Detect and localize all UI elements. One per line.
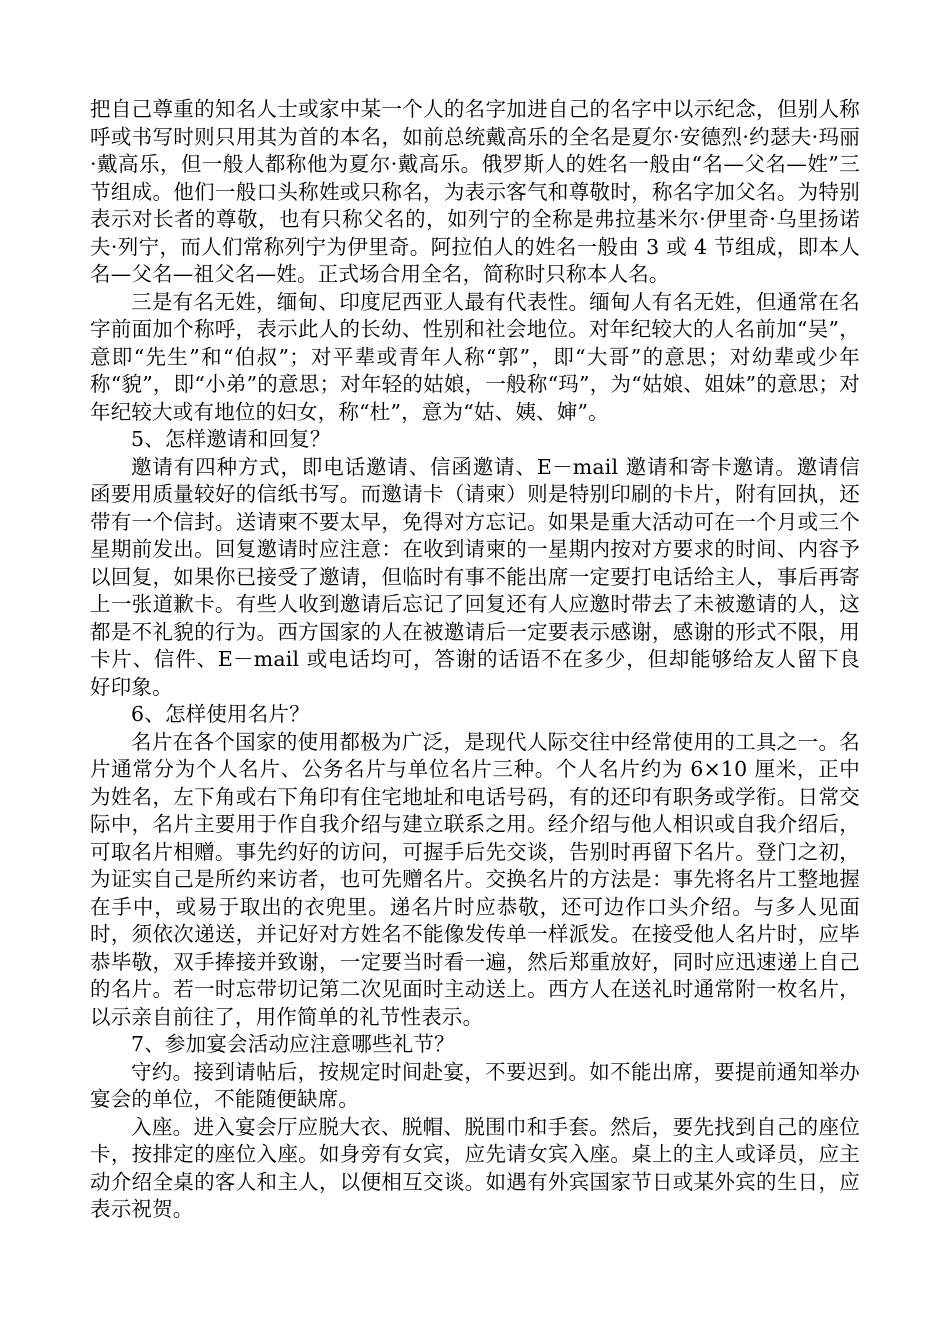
paragraph-name-without-surname: 三是有名无姓，缅甸、印度尼西亚人最有代表性。缅甸人有名无姓，但通常在名字前面加个称呼，表示此人的长幼、性别和社会地位。对年纪较大的人名前加“吴”，意即“先生”和“伯叔”；对平辈或青年人称“郭”，即“大哥”的意思；对幼辈或少年称“貌”，即“小弟”的意思；对年轻的姑娘，一般称“玛”，为“姑娘、姐妹”的意思；对年纪较大或有地位的妇女，称“杜”，意为“姑、姨、婶”。 (90, 289, 860, 424)
document-body (90, 96, 860, 1224)
paragraph-invitation: 邀请有四种方式，即电话邀请、信函邀请、E－mail 邀请和寄卡邀请。邀请信函要用质量较好的信纸书写。而邀请卡（请柬）则是特别印刷的卡片，附有回执，还带有一个信封。送请柬不要太早，免得对方忘记。如果是重大活动可在一个月或三个星期前发出。回复邀请时应注意：在收到请柬的一星期内按对方要求的时间、内容予以回复，如果你已接受了邀请，但临时有事不能出席一定要打电话给主人，事后再寄上一张道歉卡。有些人收到邀请后忘记了回复还有人应邀时带去了未被邀请的人，这都是不礼貌的行为。西方国家的人在被邀请后一定要表示感谢，感谢的形式不限，用卡片、信件、E－mail 或电话均可，答谢的话语不在多少，但却能够给友人留下良好印象。 (90, 454, 860, 699)
section-heading-business-card: 6、怎样使用名片？ (131, 702, 310, 726)
paragraph-business-card: 名片在各个国家的使用都极为广泛，是现代人际交往中经常使用的工具之一。名片通常分为个人名片、公务名片与单位名片三种。个人名片约为 6×10 厘米，正中为姓名，左下角或右下角印有住宅地址和电话号码，有的还印有职务或学衔。日常交际中，名片主要用于作自我介绍与建立联系之用。经介绍与他人相识或自我介绍后，可取名片相赠。事先约好的访问，可握手后先交谈，告别时再留下名片。登门之初，为证实自己是所约来访者，也可先赠名片。交换名片的方法是：事先将名片工整地握在手中，或易于取出的衣兜里。递名片时应恭敬，还可边作口头介绍。与多人见面时，须依次递送，并记好对方姓名不能像发传单一样派发。在接受他人名片时，应毕恭毕敬，双手捧接并致谢，一定要当时看一遍，然后郑重放好，同时应迅速递上自己的名片。若一时忘带切记第二次见面时主动送上。西方人在送礼时通常附一枚名片，以示亲自前往了，用作简单的礼节性表示。 (90, 729, 860, 1029)
section-heading-banquet: 7、参加宴会活动应注意哪些礼节？ (131, 1032, 455, 1056)
paragraph-punctuality: 守约。接到请帖后，按规定时间赴宴，不要迟到。如不能出席，要提前通知举办宴会的单位，不能随便缺席。 (90, 1059, 860, 1111)
paragraph-seating: 入座。进入宴会厅应脱大衣、脱帽、脱围巾和手套。然后，要先找到自己的座位卡，按排定的座位入座。如身旁有女宾，应先请女宾入座。桌上的主人或译员，应主动介绍全桌的客人和主人，以便相互交谈。如遇有外宾国家节日或某外宾的生日，应表示祝贺。 (90, 1114, 860, 1221)
paragraph-names-continued: 把自己尊重的知名人士或家中某一个人的名字加进自己的名字中以示纪念，但别人称呼或书写时则只用其为首的本名，如前总统戴高乐的全名是夏尔·安德烈·约瑟夫·玛丽·戴高乐，但一般人都称他为夏尔·戴高乐。俄罗斯人的姓名一般由“名—父名—姓”三节组成。他们一般口头称姓或只称名，为表示客气和尊敬时，称名字加父名。为特别表示对长者的尊敬，也有只称父名的，如列宁的全称是弗拉基米尔·伊里奇·乌里扬诺夫·列宁，而人们常称列宁为伊里奇。阿拉伯人的姓名一般由 3 或 4 节组成，即本人名—父名—祖父名—姓。正式场合用全名，简称时只称本人名。 (90, 97, 860, 286)
section-heading-invitation: 5、怎样邀请和回复？ (131, 427, 331, 451)
